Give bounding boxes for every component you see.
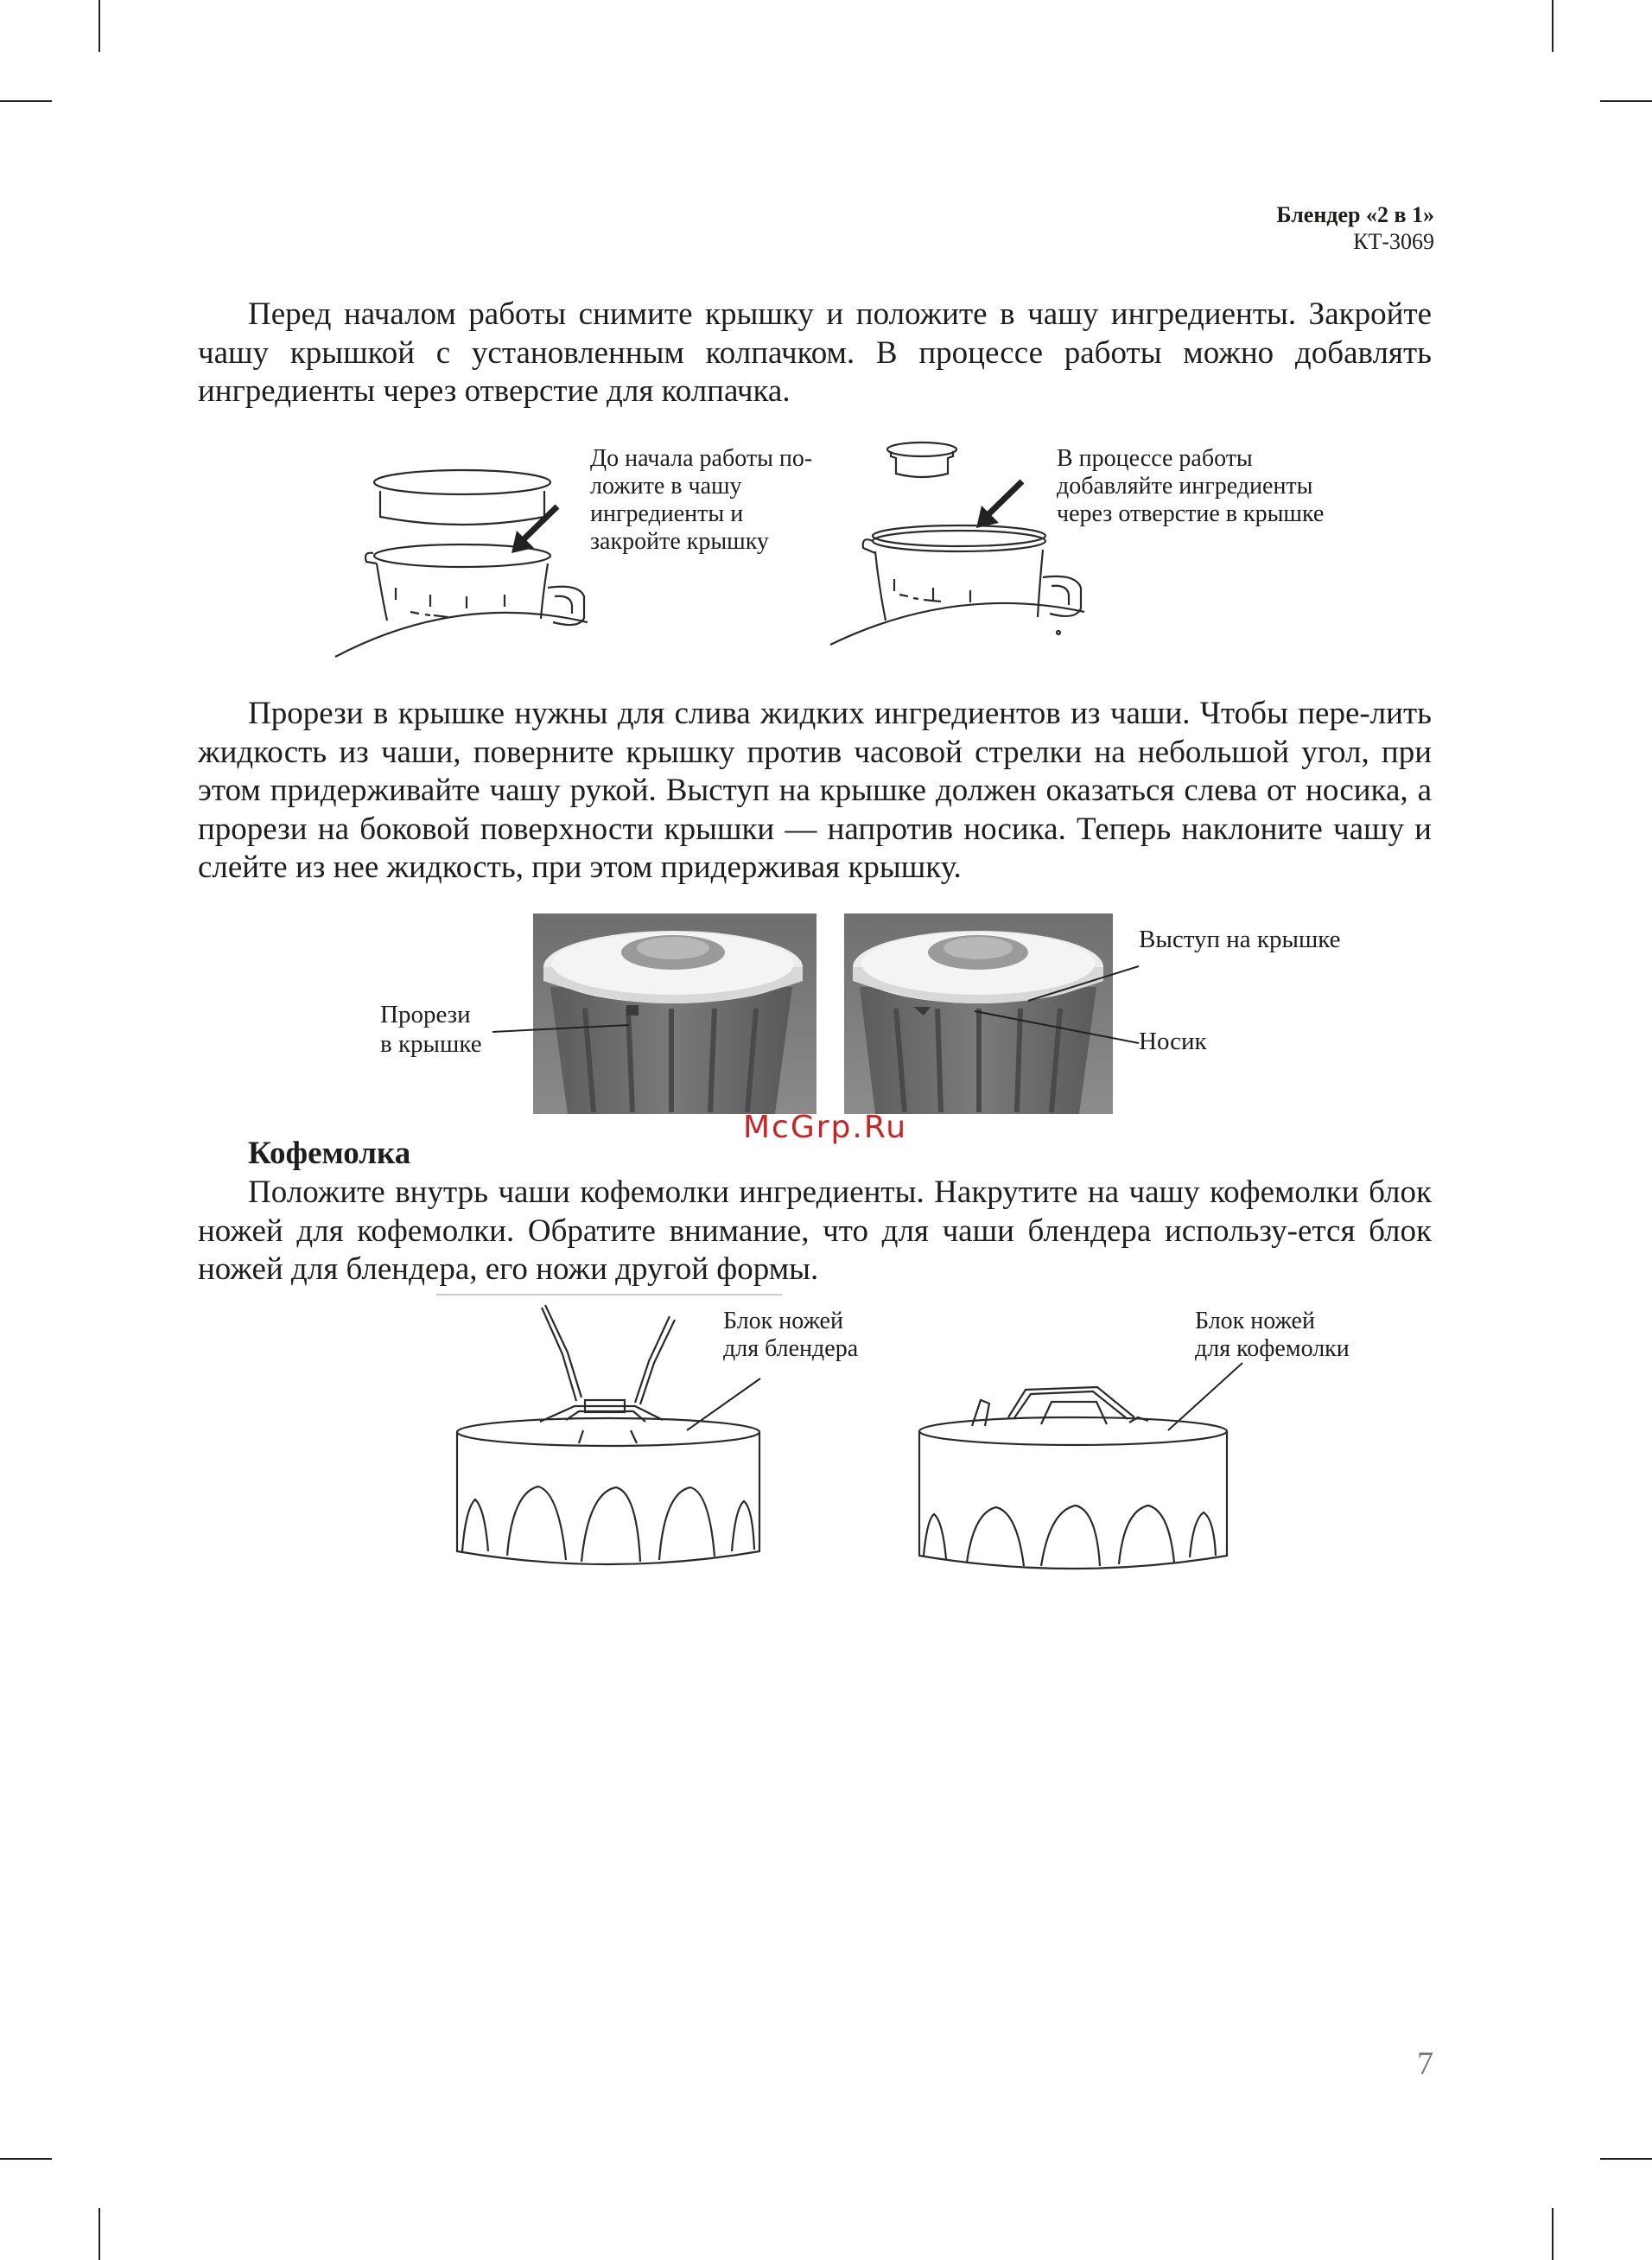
figure1-left-caption: До начала работы по- ложите в чашу ингредиенты и закройте крышку	[590, 445, 813, 555]
section-heading-coffee-grinder: Кофемолка	[248, 1136, 411, 1171]
label-spout: Носик	[1139, 1028, 1207, 1055]
paragraph-pouring: Прорези в крышке нужны для слива жидких ингредиентов из чаши. Чтобы пере-лить жидкость из чаши, поверните крышку против часовой стрелки на небольшой угол, при этом придерживайте чашу рукой. Выступ на крышке должен оказаться слева от носика, а прорези на боковой поверхности крышки — напротив носика. Теперь наклоните чашу и слейте из нее жидкость, при этом придерживая крышку.	[198, 696, 1432, 885]
grinder-blade-unit-illustration	[912, 1383, 1240, 1577]
label-lid-slots: Прорези в крышке	[380, 1001, 482, 1058]
label-blender-blades: Блок ножей для блендера	[723, 1308, 859, 1362]
label-lid-ledge: Выступ на крышке	[1139, 926, 1341, 953]
paragraph-intro: Перед началом работы снимите крышку и положите в чашу ингредиенты. Закройте чашу крышкой с установленным колпачком. В процессе работы можно добавлять ингредиенты через отверстие для колпачка.	[198, 296, 1432, 409]
paragraph-coffee-grinder: Положите внутрь чаши кофемолки ингредиенты. Накрутите на чашу кофемолки блок ножей для кофемолки. Обратите внимание, что для чаши блендера использу-ется блок ножей для блендера, его ножи другой формы.	[198, 1175, 1432, 1287]
label-grinder-blades: Блок ножей для кофемолки	[1195, 1308, 1350, 1362]
header-brand: Блендер «2 в 1»	[1276, 202, 1434, 227]
figure1-right-caption: В процессе работы добавляйте ингредиенты через отверстие в крышке	[1057, 445, 1325, 527]
watermark: McGrp.Ru	[743, 1110, 908, 1145]
page-number: 7	[1417, 2046, 1433, 2082]
header-model: КТ-3069	[1353, 229, 1434, 255]
